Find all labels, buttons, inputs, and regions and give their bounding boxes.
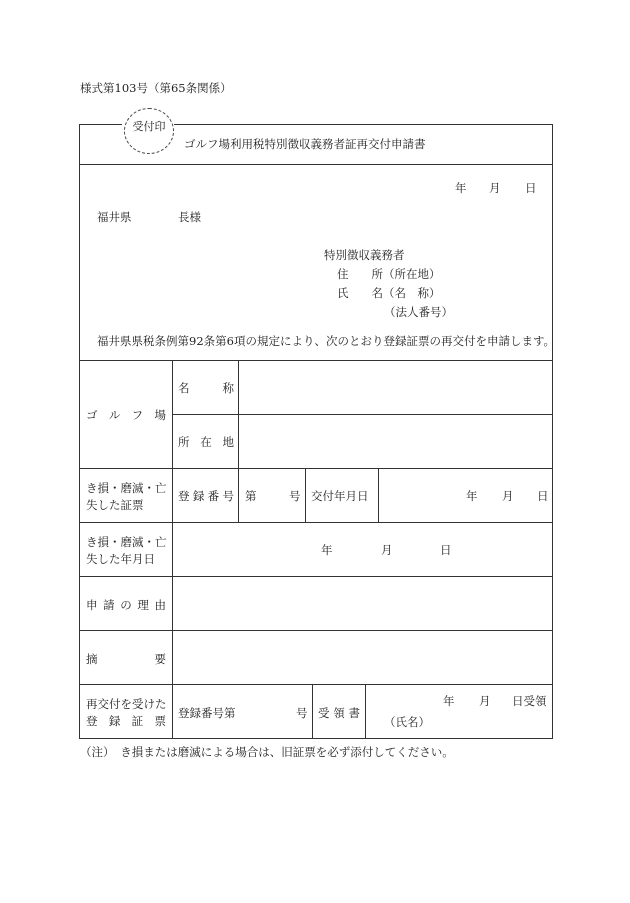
char: ル — [108, 408, 121, 422]
reissued-label-1: 再交付を受けた — [86, 697, 167, 711]
lost-day: 日 — [440, 543, 452, 557]
golf-location-label — [178, 434, 234, 450]
lost-date-label-2: 失した年月日 — [86, 552, 155, 566]
lost-year: 年 — [321, 543, 333, 557]
remarks-field[interactable] — [180, 644, 545, 674]
lost-certificate-label-2: 失した証票 — [86, 498, 144, 512]
reg-go: 号 — [289, 489, 301, 503]
col-line — [365, 684, 366, 739]
frame-top-left — [79, 124, 122, 125]
statement: 福井県県税条例第92条第6項の規定により、次のとおり登録証票の再交付を申請します。 — [97, 334, 556, 348]
row-line — [172, 414, 553, 415]
char: 由 — [154, 598, 166, 612]
char: 登 — [178, 489, 190, 503]
row-line — [79, 360, 553, 361]
corp-number-label: （法人番号） — [384, 305, 453, 319]
issue-year: 年 — [466, 489, 478, 503]
name-label: 氏 名（名 称） — [337, 286, 441, 300]
receipt-year: 年 — [443, 694, 455, 708]
char: の — [120, 598, 132, 612]
char: 登 — [86, 714, 98, 728]
char: 名 — [178, 381, 190, 395]
char: 申 — [86, 598, 98, 612]
char: 受 — [318, 706, 330, 720]
char: 領 — [333, 706, 345, 720]
form-number: 様式第103号（第65条関係） — [80, 81, 232, 95]
char: 請 — [103, 598, 115, 612]
issue-month: 月 — [502, 489, 514, 503]
receipt-name-label: （氏名） — [384, 715, 430, 729]
row-line — [79, 576, 553, 577]
addressee-prefecture: 福井県 — [97, 210, 132, 224]
date-year: 年 — [455, 181, 467, 195]
golf-location-field[interactable] — [244, 434, 544, 450]
char: 録 — [192, 489, 205, 503]
reg-dai: 第 — [245, 489, 257, 503]
issue-date-label: 交付年月日 — [311, 489, 369, 503]
frame-left — [79, 124, 80, 739]
char: 所 — [178, 435, 190, 449]
char: 称 — [222, 381, 234, 395]
form-title: ゴルフ場利用税特別徴収義務者証再交付申請書 — [184, 137, 426, 151]
row-line — [79, 468, 553, 469]
row-line — [79, 630, 553, 631]
receipt-day: 日受領 — [512, 694, 547, 708]
char: 要 — [154, 652, 166, 666]
stamp-label: 受付印 — [132, 120, 166, 133]
golf-name-label — [178, 380, 234, 396]
char: フ — [131, 408, 144, 422]
reissued-go: 号 — [296, 706, 308, 720]
col-line — [238, 360, 239, 523]
char: 号 — [222, 489, 234, 503]
receipt-month: 月 — [479, 694, 491, 708]
char: 摘 — [86, 652, 98, 666]
char: 書 — [348, 706, 360, 720]
frame-right — [552, 124, 553, 739]
row-line — [79, 684, 553, 685]
issue-day: 日 — [537, 489, 549, 503]
col-line — [172, 360, 173, 739]
reason-field[interactable] — [180, 590, 545, 620]
date-day: 日 — [525, 181, 537, 195]
row-line — [79, 164, 553, 165]
row-line — [79, 522, 553, 523]
reg-number-label — [178, 488, 234, 504]
col-line — [305, 468, 306, 523]
char: 地 — [222, 435, 234, 449]
char: 票 — [154, 714, 166, 728]
col-line — [378, 468, 379, 523]
char: 証 — [131, 714, 144, 728]
reissued-label-2 — [86, 713, 166, 729]
lost-date-label-1: き損・磨滅・亡 — [86, 535, 167, 549]
applicant-heading: 特別徴収義務者 — [324, 248, 405, 262]
char: 場 — [154, 408, 166, 422]
char: 在 — [200, 435, 212, 449]
footnote: （注） き損または磨滅による場合は、旧証票を必ず添付してください。 — [80, 745, 454, 759]
date-month: 月 — [489, 181, 501, 195]
addressee-suffix: 長様 — [178, 210, 201, 224]
col-line — [312, 684, 313, 739]
receipt-stamp — [124, 108, 174, 154]
lost-certificate-label-1: き損・磨滅・亡 — [86, 481, 167, 495]
receipt-label — [318, 705, 360, 721]
address-label: 住 所（所在地） — [337, 267, 441, 281]
reissued-reg-no: 登録番号第 — [178, 706, 236, 720]
char: 録 — [108, 714, 121, 728]
char: 理 — [137, 598, 149, 612]
char: 番 — [207, 489, 220, 503]
frame-bottom — [79, 738, 553, 739]
remarks-label — [86, 651, 166, 667]
golf-course-label — [86, 407, 166, 423]
golf-name-field[interactable] — [244, 380, 544, 396]
reason-label — [86, 597, 166, 613]
lost-month: 月 — [381, 543, 393, 557]
frame-top-right — [174, 124, 553, 125]
char: ゴ — [86, 408, 98, 422]
